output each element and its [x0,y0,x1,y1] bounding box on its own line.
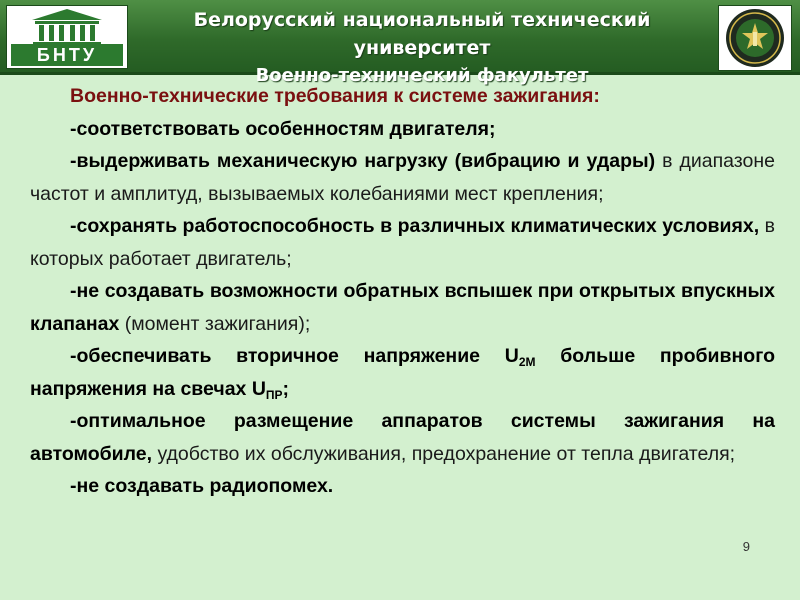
faculty-emblem-icon [719,6,791,70]
requirement-normal: в диапазоне частот и амплитуд, вызываемых колебаниями мест крепления; [30,150,775,205]
slide-body [30,80,775,503]
header-title [132,6,712,90]
voltage-subscript: 2M [518,355,536,369]
slide-heading: Военно-технические требования к системе зажигания: [70,85,600,107]
requirement-bold: больше пробивного напряжения на свечах U [30,345,775,400]
voltage-subscript: ПР [265,387,283,402]
faculty-emblem [718,5,792,71]
page-number: 9 [742,539,750,554]
requirement-normal: в которых работает двигатель; [30,215,775,270]
requirement-bold: -сохранять работоспособность в различных климатических условиях, [70,215,760,237]
requirement-item [30,405,775,470]
faculty-name: Военно-технический факультет [255,65,589,86]
requirement-bold: -оптимальное размещение аппаратов системы зажигания на автомобиле, [30,410,775,465]
requirement-bold: -не создавать возможности обратных вспышек при открытых впускных клапанах [30,280,775,335]
requirement-bold: ; [282,377,290,400]
slide-header [0,0,800,86]
bntu-logo [6,5,128,69]
university-building-icon [7,6,127,46]
requirement-bold: -выдерживать механическую нагрузку (вибрацию и удары) [70,150,656,172]
requirement-item [30,275,775,340]
requirement-normal: удобство их обслуживания, предохранение от тепла двигателя; [152,442,736,465]
requirement-item [30,210,775,275]
university-name: Белорусский национальный технический университет [193,9,651,59]
logo-text: БНТУ [11,44,123,66]
requirement-bold: -не создавать радиопомех. [70,475,334,497]
requirement-item [30,340,775,405]
requirement-normal: (момент зажигания); [119,312,311,335]
requirement-item [30,470,775,503]
requirement-item [30,145,775,210]
requirement-bold: -обеспечивать вторичное напряжение U [70,345,519,367]
requirement-bold: -соответствовать особенностям двигателя; [70,117,496,140]
requirement-item [30,113,775,146]
